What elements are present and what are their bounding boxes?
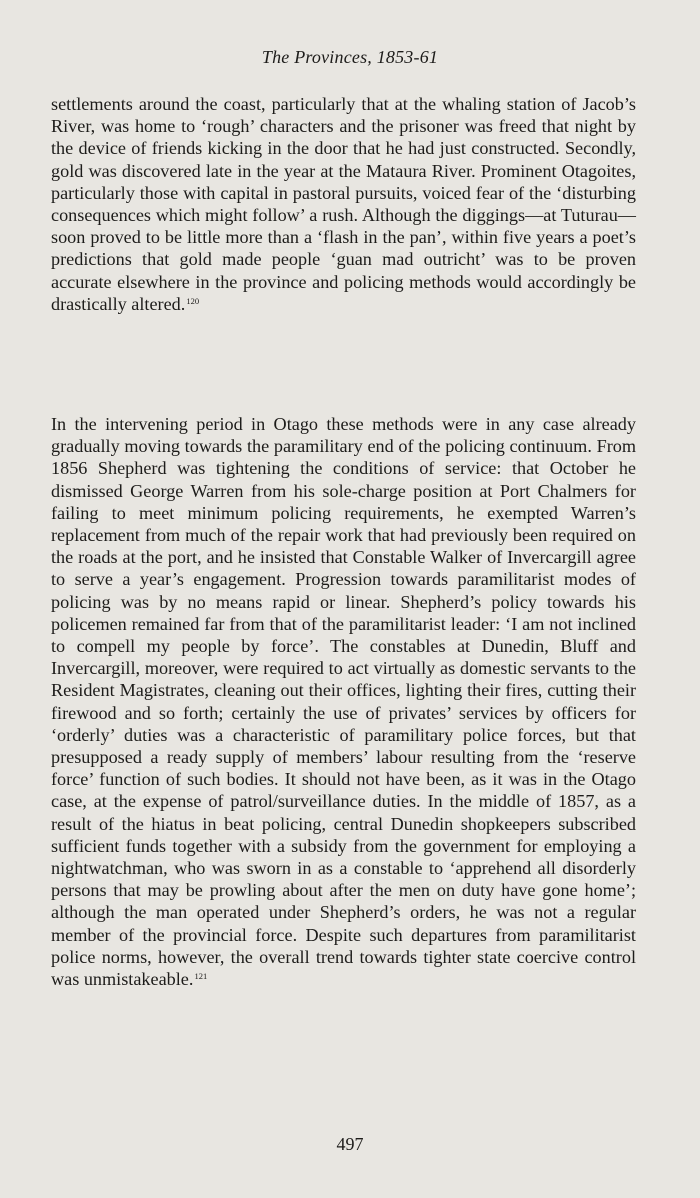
paragraph-text: settlements around the coast, particularly that at the whaling station of Jacob’s River, was home to ‘rough’ characters and the prisoner was freed that night by the device of friends kicking in the door that he had just constructed. Secondly, gold was discovered late in the year at the Mataura River. Prominent Otagoites, particularly those with capital in pastoral pursuits, voiced fear of the ‘disturbing consequences which might follow’ a rush. Although the diggings—at Tuturau—soon proved to be little more than a ‘flash in the pan’, within five years a poet’s predictions that gold made people ‘guan mad outricht’ was to be proven accurate elsewhere in the province and policing methods would accordingly be drastically altered. bbox=[51, 94, 636, 314]
paragraph-text: In the intervening period in Otago these methods were in any case already gradually moving towards the paramilitary end of the policing continuum. From 1856 Shepherd was tightening the conditions of service: that October he dismissed George Warren from his sole-charge position at Port Chalmers for failing to meet minimum policing requirements, he exempted Warren’s replacement from much of the repair work that had previously been required on the roads at the port, and he insisted that Constable Walker of Invercargill agree to serve a year’s engagement. Progression towards paramilitarist modes of policing was by no means rapid or linear. Shepherd’s policy towards his policemen remained far from that of the paramilitarist leader: ‘I am not inclined to compell my people by force’. The constables at Dunedin, Bluff and Invercargill, moreover, were required to act virtually as domestic servants to the Resident Magistrates, cleaning out their offices, lighting their fires, cutting their firewood and so forth; certainly the use of privates’ services by officers for ‘orderly’ duties was a characteristic of paramilitary police forces, but that presupposed a ready supply of members’ labour resulting from the ‘reserve force’ function of such bodies. It should not have been, as it was in the Otago case, at the expense of patrol/surveillance duties. In the middle of 1857, as a result of the hiatus in beat policing, central Dunedin shopkeepers subscribed sufficient funds together with a subsidy from the government for employing a nightwatchman, who was sworn in as a constable to ‘apprehend all disorderly persons that may be prowling about after the men on duty have gone home’; although the man operated under Shepherd’s orders, he was not a regular member of the provincial force. Despite such departures from paramilitarist police norms, however, the overall trend towards tighter state coercive control was unmistakeable. bbox=[51, 414, 636, 990]
footnote-reference: 120 bbox=[186, 295, 200, 306]
footnote-reference: 121 bbox=[194, 971, 208, 982]
body-paragraph bbox=[51, 413, 636, 990]
page-number: 497 bbox=[336, 1134, 364, 1154]
body-paragraph bbox=[51, 93, 636, 315]
running-head: The Provinces, 1853-61 bbox=[261, 47, 439, 67]
